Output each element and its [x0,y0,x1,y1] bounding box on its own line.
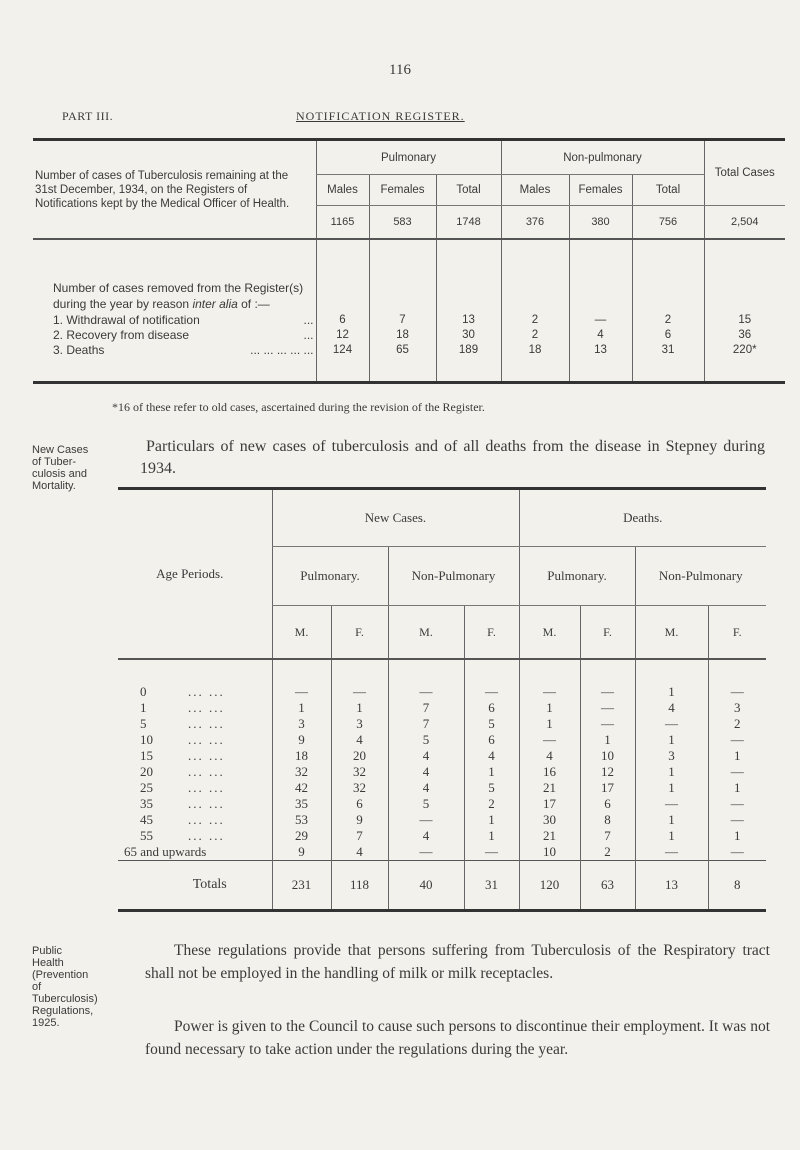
age-period-cell [118,732,272,748]
cell-value: — [388,684,464,700]
cell-value: — [580,716,635,732]
age-period: 0 [140,684,147,699]
cell-value: 35 [272,796,331,812]
cell-value: 7 [388,716,464,732]
cell-value: — [708,732,766,748]
remaining-value: 376 [501,206,569,240]
cell-value: 17 [580,780,635,796]
total-value: 8 [708,861,766,911]
removal-value: 6 [316,312,369,327]
age-period: 25 [140,780,153,795]
cell-value: 21 [519,780,580,796]
age-period-cell [118,812,272,828]
cell-value: 1 [635,684,708,700]
cell-value: 4 [331,732,388,748]
age-period-cell [118,700,272,716]
intro-paragraph: Particulars of new cases of tuberculosis and of all deaths from the disease in Stepney during 1934. [140,438,765,477]
cell-value: 21 [519,828,580,844]
pulmonary-deaths-header: Pulmonary. [519,547,635,606]
age-period: 55 [140,828,153,843]
remaining-value: 1748 [436,206,501,240]
side-note-line: Tuberculosis) [32,993,98,1005]
remaining-value: 1165 [316,206,369,240]
cell-value: — [708,796,766,812]
regulations-paragraph-2: Power is given to the Council to cause such persons to discontinue their employment. It was not found necessary to take action under the regulations during the year. [145,1018,770,1058]
leader-dots: ... ... [188,732,225,747]
cell-value: 2 [708,716,766,732]
m-header: M. [635,606,708,660]
total-value: 63 [580,861,635,911]
total-value: 31 [464,861,519,911]
cell-value: 4 [388,764,464,780]
removal-value: 18 [369,327,436,342]
cell-value: 20 [331,748,388,764]
side-note-line: Health [32,957,64,969]
leader-dots: ... ... [188,812,225,827]
cell-value: 1 [708,828,766,844]
cell-value: 1 [708,780,766,796]
side-note-line: of [32,981,42,993]
cell-value: — [388,812,464,828]
removed-heading-of: of :— [237,297,270,311]
leader-dots: ... ... [188,780,225,795]
cell-value: 1 [580,732,635,748]
total-header: Total [632,175,704,206]
cell-value: — [464,684,519,700]
age-period: 5 [140,716,147,731]
cell-value: 6 [331,796,388,812]
removal-value: 15 [704,312,785,327]
total-value: 231 [272,861,331,911]
removal-value: 13 [569,342,632,357]
cell-value: 30 [519,812,580,828]
males-header: Males [316,175,369,206]
cell-value: 16 [519,764,580,780]
remaining-value: 583 [369,206,436,240]
leader-dots: ... ... [188,796,225,811]
females-header: Females [569,175,632,206]
males-header: Males [501,175,569,206]
cell-value: 1 [464,828,519,844]
remaining-value: 2,504 [704,206,785,240]
register-title: NOTIFICATION REGISTER. [296,109,465,123]
removal-value: 124 [316,342,369,357]
f-header: F. [708,606,766,660]
cell-value: — [464,844,519,861]
f-header: F. [464,606,519,660]
total-value: 120 [519,861,580,911]
inter-alia: inter alia [192,297,238,311]
total-value: 13 [635,861,708,911]
cell-value: 1 [519,700,580,716]
removal-value: 4 [569,327,632,342]
age-period-cell [118,684,272,700]
age-period-cell [118,716,272,732]
cell-value: 18 [272,748,331,764]
leader-dots: ... [303,312,314,327]
cell-value: 9 [331,812,388,828]
age-period-cell [118,780,272,796]
cell-value: — [580,684,635,700]
cell-value: 6 [464,700,519,716]
remaining-value: 380 [569,206,632,240]
removal-value: 12 [316,327,369,342]
cell-value: 53 [272,812,331,828]
total-header: Total [436,175,501,206]
cell-value: 32 [272,764,331,780]
removal-value: 2 [632,312,704,327]
side-note-new-cases [32,444,88,492]
age-period: 1 [140,700,147,715]
notification-register-table [33,138,785,384]
cell-value: — [272,684,331,700]
cell-value: 10 [519,844,580,861]
cell-value: 10 [580,748,635,764]
removal-value: 65 [369,342,436,357]
cell-value: 2 [464,796,519,812]
footnote: *16 of these refer to old cases, ascertained during the revision of the Register. [112,400,485,414]
side-note-line: Regulations, [32,1005,94,1017]
pulmonary-header: Pulmonary. [272,547,388,606]
leader-dots: ... ... [188,828,225,843]
leader-dots: ... ... [188,684,225,699]
page-number: 116 [389,62,411,78]
non-pulmonary-deaths-header: Non-Pulmonary [635,547,766,606]
cell-value: 1 [635,812,708,828]
removal-value: 36 [704,327,785,342]
removal-value: 30 [436,327,501,342]
removed-heading: Number of cases removed from the Register(s) during the year by reason [53,281,304,311]
totals-label: Totals [192,877,227,892]
cell-value: 3 [708,700,766,716]
cell-value: — [388,844,464,861]
cell-value: 12 [580,764,635,780]
side-note-line: Mortality. [32,480,76,492]
cell-value: — [519,732,580,748]
cell-value: 1 [635,828,708,844]
cell-value: 2 [580,844,635,861]
f-header: F. [580,606,635,660]
cell-value: — [635,716,708,732]
cell-value: 32 [331,780,388,796]
cell-value: 1 [464,812,519,828]
removal-reason: 3. Deaths [53,342,105,357]
cell-value: 6 [580,796,635,812]
total-value: 118 [331,861,388,911]
cell-value: 17 [519,796,580,812]
removal-value: 189 [436,342,501,357]
cell-value: — [635,844,708,861]
cell-value: 1 [464,764,519,780]
cell-value: — [708,812,766,828]
cell-value: 1 [635,732,708,748]
cell-value: 7 [580,828,635,844]
new-cases-deaths-table [118,487,766,912]
cell-value: 4 [388,780,464,796]
leader-dots: ... ... ... ... ... [250,342,314,357]
cell-value: 9 [272,732,331,748]
cell-value: 1 [708,748,766,764]
age-period-cell [118,828,272,844]
side-note-line: New Cases [32,444,89,456]
cell-value: 8 [580,812,635,828]
age-period-cell [118,764,272,780]
removal-reason: 2. Recovery from disease [53,327,190,342]
deaths-header: Deaths. [519,489,766,547]
side-note-line: (Prevention [32,969,89,981]
age-period: 45 [140,812,153,827]
age-period-cell [118,748,272,764]
side-note-line: culosis and [32,468,88,480]
non-pulmonary-header: Non-Pulmonary [388,547,519,606]
cell-value: 4 [388,748,464,764]
cell-value: 7 [331,828,388,844]
cell-value: — [580,700,635,716]
cell-value: — [708,764,766,780]
cell-value: 42 [272,780,331,796]
cell-value: 6 [464,732,519,748]
side-note-line: 1925. [32,1017,60,1029]
non-pulmonary-header: Non-pulmonary [501,140,704,175]
removal-value: 2 [501,327,569,342]
cell-value: — [331,684,388,700]
side-note-regulations [32,945,98,1029]
cell-value: 4 [519,748,580,764]
leader-dots: ... ... [188,700,225,715]
age-period: 20 [140,764,153,779]
cell-value: — [708,684,766,700]
cell-value: 5 [464,716,519,732]
cell-value: 1 [272,700,331,716]
cell-value: 5 [388,732,464,748]
leader-dots: ... ... [188,764,225,779]
cell-value: 3 [635,748,708,764]
cell-value: 9 [272,844,331,861]
cell-value: 5 [464,780,519,796]
cell-value: 5 [388,796,464,812]
cell-value: 1 [519,716,580,732]
remaining-value: 756 [632,206,704,240]
removal-value: 6 [632,327,704,342]
cell-value: 4 [464,748,519,764]
cell-value: — [519,684,580,700]
leader-dots: ... [303,327,314,342]
side-note-line: Public [32,945,62,957]
total-cases-header: Total Cases [704,140,785,206]
age-period: 15 [140,748,153,763]
females-header: Females [369,175,436,206]
age-period: 10 [140,732,153,747]
removal-value: 220* [704,342,785,357]
cell-value: 29 [272,828,331,844]
age-period-cell [118,796,272,812]
cell-value: 4 [331,844,388,861]
cell-value: 1 [635,764,708,780]
cell-value: 1 [331,700,388,716]
removal-value: 13 [436,312,501,327]
cell-value: — [635,796,708,812]
removal-value: 7 [369,312,436,327]
removal-value: 18 [501,342,569,357]
removal-reason: 1. Withdrawal of notification [53,312,200,327]
age-period: 35 [140,796,153,811]
cell-value: 3 [272,716,331,732]
total-value: 40 [388,861,464,911]
cell-value: 7 [388,700,464,716]
removal-value: 2 [501,312,569,327]
removal-value: — [569,312,632,327]
cell-value: — [708,844,766,861]
pulmonary-header: Pulmonary [316,140,501,175]
leader-dots: ... ... [188,748,225,763]
cell-value: 1 [635,780,708,796]
m-header: M. [272,606,331,660]
side-note-line: of Tuber- [32,456,77,468]
cell-value: 4 [388,828,464,844]
age-period: 65 and upwards [124,844,207,859]
remaining-cases-description: Number of cases of Tuberculosis remaining at the 31st December, 1934, on the Registers of Notifications kept by the Medical Officer of Health. [35,169,290,210]
removal-value: 31 [632,342,704,357]
m-header: M. [519,606,580,660]
cell-value: 32 [331,764,388,780]
cell-value: 4 [635,700,708,716]
age-periods-header: Age Periods. [156,566,224,581]
regulations-paragraph-1: These regulations provide that persons suffering from Tuberculosis of the Respiratory tract shall not be employed in the handling of milk or milk receptacles. [145,942,770,982]
new-cases-header: New Cases. [272,489,519,547]
f-header: F. [331,606,388,660]
m-header: M. [388,606,464,660]
cell-value: 3 [331,716,388,732]
leader-dots: ... ... [188,716,225,731]
part-heading: PART III. [62,109,114,123]
